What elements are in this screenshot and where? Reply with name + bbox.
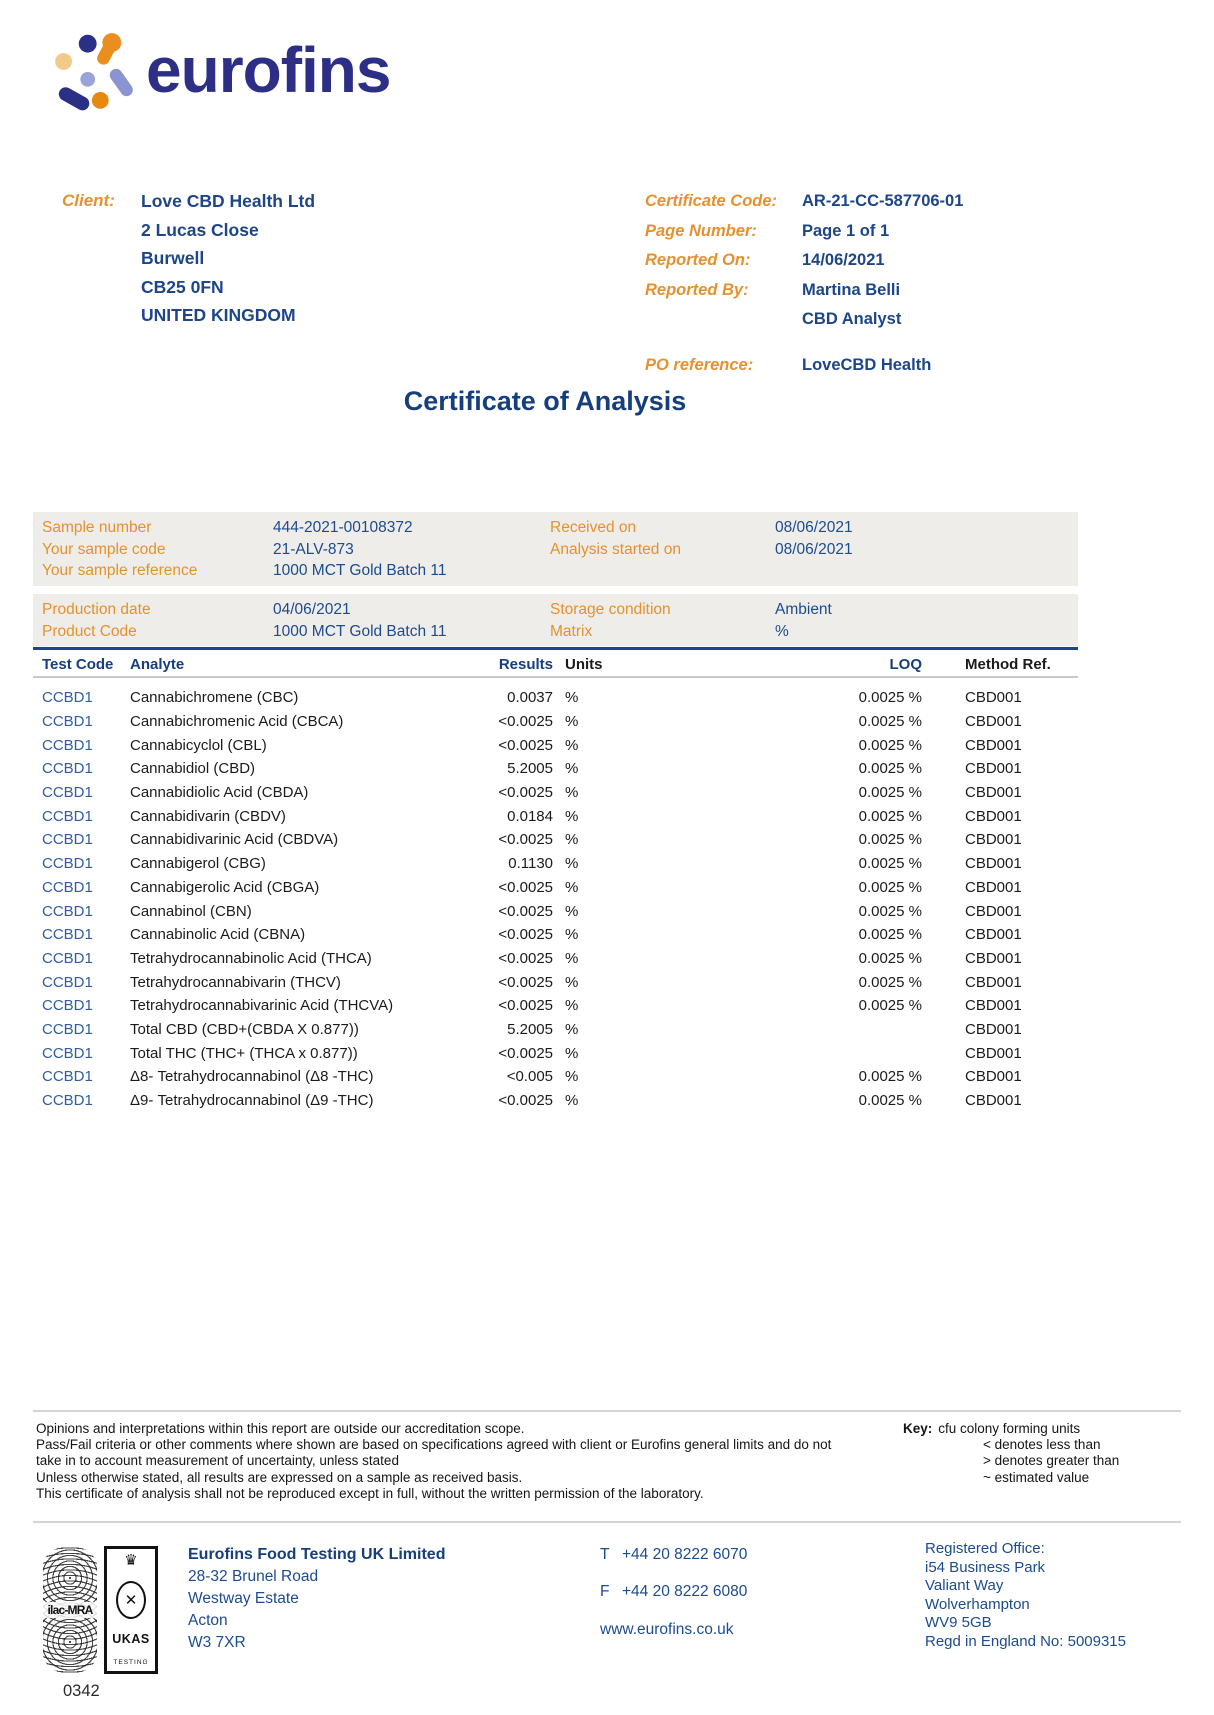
info-row	[550, 621, 832, 643]
cell-analyte: Total CBD (CBD+(CBDA X 0.877))	[130, 1020, 359, 1038]
info-label: Production date	[42, 601, 151, 618]
info-label: Matrix	[550, 622, 593, 640]
info-row	[550, 539, 853, 561]
certificate-code: AR-21-CC-587706-01	[802, 192, 964, 210]
cell-loq: 0.0025 %	[858, 997, 922, 1015]
cell-result: <0.0025	[498, 997, 553, 1015]
po-reference: LoveCBD Health	[802, 355, 932, 374]
cell-loq: 0.0025 %	[858, 973, 922, 991]
key-line: ~ estimated value	[983, 1469, 1090, 1485]
cell-result: <0.0025	[498, 831, 553, 849]
accreditation-logos	[43, 1546, 158, 1674]
cell-loq: 0.0025 %	[858, 713, 922, 731]
cell-loq: 0.0025 %	[858, 1092, 922, 1110]
meta-label	[645, 305, 802, 335]
fax-prefix: F	[600, 1583, 610, 1600]
cell-method-ref: CBD001	[965, 760, 1022, 778]
company-name: Eurofins Food Testing UK Limited	[188, 1546, 446, 1563]
sample-info-right	[550, 517, 853, 560]
disclaimer-line: Pass/Fail criteria or other comments where shown are based on specifications agreed with client or Eurofins general limits and do not	[36, 1437, 832, 1453]
info-value: 444-2021-00108372	[273, 519, 413, 536]
header-analyte: Analyte	[130, 656, 185, 673]
eurofins-wordmark: eurofins	[146, 34, 391, 106]
results-row	[33, 781, 1078, 805]
cell-result: <0.0025	[498, 949, 553, 967]
meta-row-po-reference	[645, 351, 963, 381]
cell-result: 5.2005	[507, 760, 553, 778]
cell-loq: 0.0025 %	[858, 949, 922, 967]
cell-analyte: Δ8- Tetrahydrocannabinol (Δ8 -THC)	[130, 1068, 374, 1086]
info-value: 08/06/2021	[775, 540, 853, 558]
cell-analyte: Cannabidivarin (CBDV)	[130, 807, 286, 825]
info-value: 1000 MCT Gold Batch 11	[273, 562, 447, 579]
ukas-label: UKAS	[112, 1632, 150, 1646]
website-url: www.eurofins.co.uk	[600, 1621, 734, 1638]
results-row	[33, 994, 1078, 1018]
production-info-right	[550, 599, 832, 642]
info-value: 21-ALV-873	[273, 540, 354, 558]
cell-method-ref: CBD001	[965, 689, 1022, 707]
cell-method-ref: CBD001	[965, 1068, 1022, 1086]
cell-result: <0.0025	[498, 902, 553, 920]
cell-analyte: Cannabigerol (CBG)	[130, 855, 266, 873]
ukas-logo	[104, 1546, 158, 1674]
disclaimer-line: This certificate of analysis shall not be reproduced except in full, without the written permission of the laboratory.	[36, 1485, 704, 1501]
cell-result: 0.0037	[507, 689, 553, 707]
cell-method-ref: CBD001	[965, 997, 1022, 1015]
cell-method-ref: CBD001	[965, 736, 1022, 754]
cell-unit: %	[565, 1092, 579, 1110]
meta-row-reported-by	[645, 276, 963, 306]
results-row	[33, 757, 1078, 781]
cell-analyte: Cannabigerolic Acid (CBGA)	[130, 878, 320, 896]
info-value: 08/06/2021	[775, 519, 853, 536]
key-block	[903, 1421, 1119, 1486]
company-address-line: Westway Estate	[188, 1590, 299, 1607]
cell-method-ref: CBD001	[965, 1092, 1022, 1110]
results-row	[33, 970, 1078, 994]
telephone-row	[600, 1544, 747, 1566]
cell-unit: %	[565, 878, 579, 896]
cell-unit: %	[565, 1068, 579, 1086]
info-label: Your sample code	[42, 540, 166, 558]
cell-unit: %	[565, 807, 579, 825]
disclaimer-line: Opinions and interpretations within this report are outside our accreditation scope.	[36, 1421, 525, 1436]
cell-test-code: CCBD1	[42, 1044, 93, 1062]
info-value: %	[775, 622, 789, 640]
info-row	[42, 621, 446, 643]
telephone-number: +44 20 8222 6070	[622, 1546, 748, 1563]
cell-unit: %	[565, 713, 579, 731]
cell-test-code: CCBD1	[42, 855, 93, 873]
cell-analyte: Total THC (THC+ (THCA x 0.877))	[130, 1044, 358, 1062]
cell-test-code: CCBD1	[42, 1020, 93, 1038]
reported-by-name: Martina Belli	[802, 280, 901, 299]
page-title: Certificate of Analysis	[403, 386, 687, 416]
cell-unit: %	[565, 997, 579, 1015]
cell-analyte: Cannabidiolic Acid (CBDA)	[130, 784, 309, 802]
cell-analyte: Δ9- Tetrahydrocannabinol (Δ9 -THC)	[130, 1092, 374, 1110]
cell-method-ref: CBD001	[965, 807, 1022, 825]
cell-unit: %	[565, 1044, 579, 1062]
analyst-title: CBD Analyst	[802, 310, 902, 328]
header-method-ref: Method Ref.	[965, 656, 1051, 673]
info-row	[42, 599, 446, 621]
eurofins-logo	[52, 30, 390, 114]
tel-prefix: T	[600, 1546, 610, 1563]
results-row	[33, 1065, 1078, 1089]
legal-section	[33, 1410, 1181, 1523]
disclaimer-text	[36, 1421, 831, 1502]
cell-loq: 0.0025 %	[858, 926, 922, 944]
cell-loq: 0.0025 %	[858, 855, 922, 873]
client-block	[62, 187, 315, 330]
client-address-line: Love CBD Health Ltd	[141, 191, 316, 211]
cell-result: <0.0025	[498, 1044, 553, 1062]
accreditation-number: 0342	[63, 1682, 100, 1700]
client-address-line: CB25 0FN	[141, 276, 224, 297]
info-row	[42, 560, 446, 582]
cell-loq: 0.0025 %	[858, 807, 922, 825]
key-label: Key:	[903, 1421, 933, 1436]
meta-row-reported-on	[645, 246, 963, 276]
registered-office-block	[925, 1540, 1126, 1651]
cell-analyte: Cannabicyclol (CBL)	[130, 736, 267, 754]
results-row	[33, 947, 1078, 971]
cell-method-ref: CBD001	[965, 973, 1022, 991]
cell-method-ref: CBD001	[965, 784, 1022, 802]
cell-method-ref: CBD001	[965, 949, 1022, 967]
cell-unit: %	[565, 831, 579, 849]
registered-office-address	[925, 1559, 1126, 1652]
client-address-line: Burwell	[141, 248, 205, 268]
report-meta	[645, 187, 963, 380]
client-address-line: 2 Lucas Close	[141, 219, 259, 240]
cell-unit: %	[565, 855, 579, 873]
company-address-line: 28-32 Brunel Road	[188, 1568, 319, 1585]
section-divider	[33, 647, 1078, 650]
meta-label: Page Number:	[645, 221, 757, 240]
results-row	[33, 733, 1078, 757]
info-label: Storage condition	[550, 601, 671, 618]
cell-analyte: Tetrahydrocannabinolic Acid (THCA)	[130, 949, 372, 967]
cell-test-code: CCBD1	[42, 949, 93, 967]
results-row	[33, 828, 1078, 852]
cell-result: <0.0025	[498, 878, 553, 896]
cell-unit: %	[565, 784, 579, 802]
cell-test-code: CCBD1	[42, 689, 93, 707]
meta-label: PO reference:	[645, 355, 754, 374]
cell-method-ref: CBD001	[965, 878, 1022, 896]
results-row	[33, 710, 1078, 734]
cell-method-ref: CBD001	[965, 902, 1022, 920]
results-row	[33, 923, 1078, 947]
results-row	[33, 1089, 1078, 1113]
cell-test-code: CCBD1	[42, 713, 93, 731]
results-row	[33, 899, 1078, 923]
results-row	[33, 1018, 1078, 1042]
page-number: Page 1 of 1	[802, 221, 890, 240]
info-value: 04/06/2021	[273, 601, 351, 618]
cell-result: <0.005	[506, 1068, 553, 1086]
cell-analyte: Cannabinolic Acid (CBNA)	[130, 926, 306, 944]
meta-label: Reported By:	[645, 280, 749, 299]
eurofins-dots-icon	[52, 30, 136, 114]
cell-loq: 0.0025 %	[858, 760, 922, 778]
contact-block	[600, 1544, 747, 1641]
info-label: Analysis started on	[550, 540, 681, 558]
ilac-mra-label: ilac-MRA	[43, 1602, 97, 1618]
cell-method-ref: CBD001	[965, 926, 1022, 944]
cell-loq: 0.0025 %	[858, 689, 922, 707]
footer	[33, 1540, 1181, 1712]
results-table-header	[33, 653, 1078, 678]
cell-test-code: CCBD1	[42, 736, 93, 754]
cell-result: 0.1130	[508, 855, 553, 873]
ukas-sub-label: TESTING	[113, 1659, 149, 1666]
info-value: 1000 MCT Gold Batch 11	[273, 622, 447, 640]
ukas-emblem-icon: ✕	[116, 1581, 146, 1619]
key-cfu-text: cfu colony forming units	[938, 1421, 1081, 1436]
sample-info-left	[42, 517, 446, 582]
cell-analyte: Tetrahydrocannabivarin (THCV)	[130, 973, 341, 991]
company-address-line: W3 7XR	[188, 1634, 246, 1651]
cell-result: 5.2005	[507, 1020, 553, 1038]
cell-analyte: Cannabichromene (CBC)	[130, 689, 299, 707]
results-row	[33, 686, 1078, 710]
meta-label: Reported On:	[645, 251, 751, 269]
cell-test-code: CCBD1	[42, 973, 93, 991]
disclaimer-line: Unless otherwise stated, all results are expressed on a sample as received basis.	[36, 1469, 523, 1485]
cell-result: <0.0025	[498, 973, 553, 991]
cell-test-code: CCBD1	[42, 1092, 93, 1110]
ilac-mra-logo	[43, 1546, 97, 1674]
key-line: > denotes greater than	[983, 1453, 1120, 1469]
company-address	[188, 1566, 445, 1654]
info-row	[550, 599, 832, 621]
cell-analyte: Cannabichromenic Acid (CBCA)	[130, 713, 344, 731]
disclaimer-line: take in to account measurement of uncertainty, unless stated	[36, 1453, 399, 1469]
meta-row-page-number	[645, 217, 963, 247]
meta-row-analyst-title	[645, 305, 963, 335]
cell-method-ref: CBD001	[965, 713, 1022, 731]
results-table	[33, 653, 1078, 1112]
cell-result: <0.0025	[498, 736, 553, 754]
website-row	[600, 1619, 747, 1641]
cell-method-ref: CBD001	[965, 855, 1022, 873]
results-row	[33, 876, 1078, 900]
cell-loq: 0.0025 %	[858, 902, 922, 920]
company-address-block	[188, 1544, 445, 1654]
cell-loq: 0.0025 %	[858, 831, 922, 849]
cell-test-code: CCBD1	[42, 878, 93, 896]
key-first-line	[903, 1421, 1119, 1437]
header-test-code: Test Code	[42, 656, 114, 673]
info-row	[42, 539, 446, 561]
meta-label: Certificate Code:	[645, 192, 778, 210]
info-label: Sample number	[42, 519, 152, 536]
cell-analyte: Tetrahydrocannabivarinic Acid (THCVA)	[130, 997, 394, 1015]
cell-result: <0.0025	[498, 1092, 553, 1110]
cell-loq: 0.0025 %	[858, 878, 922, 896]
production-info-left	[42, 599, 446, 642]
cell-method-ref: CBD001	[965, 1020, 1022, 1038]
cell-test-code: CCBD1	[42, 997, 93, 1015]
cell-test-code: CCBD1	[42, 760, 93, 778]
results-table-body	[33, 686, 1078, 1112]
cell-test-code: CCBD1	[42, 926, 93, 944]
results-row	[33, 1041, 1078, 1065]
cell-test-code: CCBD1	[42, 1068, 93, 1086]
cell-analyte: Cannabinol (CBN)	[130, 902, 252, 920]
client-address	[141, 187, 315, 330]
cell-method-ref: CBD001	[965, 831, 1022, 849]
cell-unit: %	[565, 949, 579, 967]
info-row	[42, 517, 446, 539]
cell-result: <0.0025	[498, 926, 553, 944]
results-row	[33, 804, 1078, 828]
cell-test-code: CCBD1	[42, 807, 93, 825]
cell-analyte: Cannabidivarinic Acid (CBDVA)	[130, 831, 339, 849]
header-loq: LOQ	[889, 656, 922, 673]
results-row	[33, 852, 1078, 876]
cell-result: 0.0184	[507, 807, 553, 825]
client-label: Client:	[62, 191, 115, 210]
cell-analyte: Cannabidiol (CBD)	[130, 760, 256, 778]
cell-test-code: CCBD1	[42, 784, 93, 802]
cell-unit: %	[565, 973, 579, 991]
registered-office-title: Registered Office:	[925, 1540, 1045, 1557]
registered-office-line: WV9 5GB	[925, 1614, 992, 1631]
cell-result: <0.0025	[498, 713, 553, 731]
info-label: Your sample reference	[42, 562, 198, 579]
registered-office-line: i54 Business Park	[925, 1558, 1046, 1576]
crown-icon: ♛	[124, 1552, 138, 1569]
fax-row	[600, 1581, 747, 1603]
cell-loq: 0.0025 %	[858, 784, 922, 802]
cell-unit: %	[565, 689, 579, 707]
key-lines	[903, 1437, 1119, 1486]
info-label: Product Code	[42, 622, 137, 640]
reported-on-date: 14/06/2021	[802, 251, 885, 269]
cell-loq: 0.0025 %	[858, 1068, 922, 1086]
key-line: < denotes less than	[983, 1437, 1101, 1453]
client-address-line: UNITED KINGDOM	[141, 305, 296, 325]
fax-number: +44 20 8222 6080	[622, 1583, 748, 1600]
cell-method-ref: CBD001	[965, 1044, 1022, 1062]
cell-test-code: CCBD1	[42, 902, 93, 920]
cell-loq: 0.0025 %	[858, 736, 922, 754]
info-row	[550, 517, 853, 539]
cell-test-code: CCBD1	[42, 831, 93, 849]
cell-unit: %	[565, 1020, 579, 1038]
meta-row-certificate-code	[645, 187, 963, 217]
cell-result: <0.0025	[498, 784, 553, 802]
sample-info-band	[33, 512, 1078, 586]
registered-office-line: Regd in England No: 5009315	[925, 1632, 1126, 1650]
info-label: Received on	[550, 519, 637, 536]
header-units: Units	[565, 656, 603, 673]
registered-office-line: Valiant Way	[925, 1577, 1004, 1594]
cell-unit: %	[565, 926, 579, 944]
cell-unit: %	[565, 736, 579, 754]
registered-office-line: Wolverhampton	[925, 1595, 1030, 1613]
cell-unit: %	[565, 760, 579, 778]
info-value: Ambient	[775, 601, 832, 618]
cell-unit: %	[565, 902, 579, 920]
production-info-band	[33, 594, 1078, 646]
header-results: Results	[498, 656, 553, 673]
company-address-line: Acton	[188, 1612, 228, 1629]
